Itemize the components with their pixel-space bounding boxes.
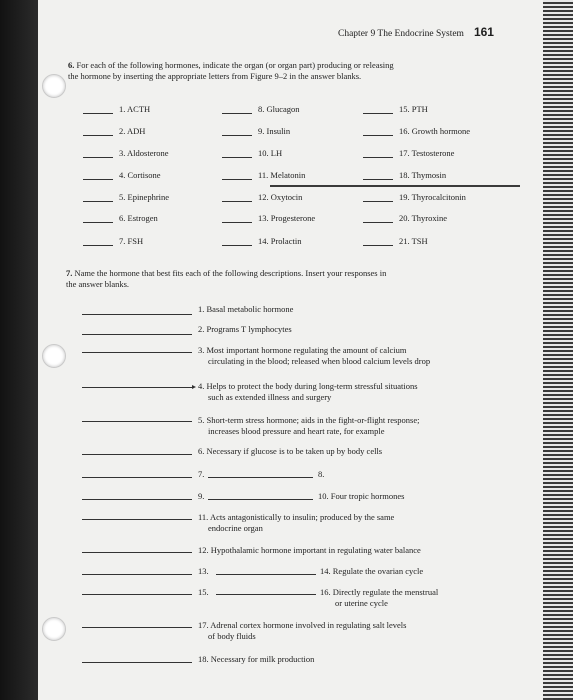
description-item: 2. Programs T lymphocytes: [198, 324, 292, 334]
description-item: 16. Directly regulate the menstrual: [320, 587, 439, 597]
hormone-item: 7. FSH: [83, 236, 143, 246]
answer-blank[interactable]: [82, 499, 192, 500]
left-binding-shadow: [0, 0, 38, 700]
hormone-item: 11. Melatonin: [222, 170, 305, 180]
answer-blank[interactable]: [363, 201, 393, 202]
answer-blank[interactable]: [83, 201, 113, 202]
answer-blank[interactable]: [222, 222, 252, 223]
answer-blank[interactable]: [82, 454, 192, 455]
hormone-item: 17. Testosterone: [363, 148, 454, 158]
workbook-page: [38, 0, 543, 700]
hormone-item: 19. Thyrocalcitonin: [363, 192, 466, 202]
hormone-item: 13. Progesterone: [222, 213, 315, 223]
answer-blank[interactable]: [83, 135, 113, 136]
hormone-item: 1. ACTH: [83, 104, 150, 114]
hormone-item: 18. Thymosin: [363, 170, 446, 180]
description-item: 11. Acts antagonistically to insulin; produced by the same: [198, 512, 395, 522]
hormone-item: 16. Growth hormone: [363, 126, 470, 136]
hormone-item: 5. Epinephrine: [83, 192, 169, 202]
description-item: 17. Adrenal cortex hormone involved in regulating salt levels: [198, 620, 407, 630]
binder-hole-icon: [42, 617, 66, 641]
answer-blank[interactable]: [82, 662, 192, 663]
description-item: 14. Regulate the ovarian cycle: [320, 566, 424, 576]
answer-blank[interactable]: [82, 334, 192, 335]
answer-blank[interactable]: [82, 387, 192, 388]
answer-blank[interactable]: [208, 477, 313, 478]
answer-blank[interactable]: [222, 201, 252, 202]
description-item: 4. Helps to protect the body during long-term stressful situations: [192, 381, 418, 391]
answer-blank[interactable]: [363, 135, 393, 136]
answer-blank[interactable]: [363, 113, 393, 114]
answer-blank[interactable]: [83, 157, 113, 158]
page-number: 161: [473, 25, 494, 39]
hormone-item: 4. Cortisone: [83, 170, 161, 180]
binder-hole-icon: [42, 74, 66, 98]
question-7-text: Name the hormone that best fits each of the following descriptions. Insert your responses in the answer blanks.: [66, 268, 387, 289]
description-item-cont: endocrine organ: [208, 523, 263, 533]
description-item: 10. Four tropic hormones: [318, 491, 405, 501]
binder-hole-icon: [42, 344, 66, 368]
question-6-number: 6.: [68, 60, 75, 70]
description-item: 13.: [198, 566, 209, 576]
description-item: 12. Hypothalamic hormone important in regulating water balance: [198, 545, 421, 555]
description-item: 8.: [318, 469, 325, 479]
answer-blank[interactable]: [82, 594, 192, 595]
description-item: 18. Necessary for milk production: [198, 654, 315, 664]
question-6-text: For each of the following hormones, indicate the organ (or organ part) producing or releasing the hormone by inserting the appropriate letters from Figure 9–2 in the answer blanks.: [68, 60, 394, 81]
description-item: 6. Necessary if glucose is to be taken up by body cells: [198, 446, 383, 456]
right-page-stack: [543, 0, 573, 700]
arrow-tick-icon: [192, 385, 196, 389]
answer-blank[interactable]: [363, 245, 393, 246]
hormone-item: 3. Aldosterone: [83, 148, 169, 158]
answer-blank[interactable]: [82, 421, 192, 422]
description-item: 3. Most important hormone regulating the amount of calcium: [198, 345, 407, 355]
answer-blank[interactable]: [83, 179, 113, 180]
description-item: 1. Basal metabolic hormone: [198, 304, 294, 314]
description-item-cont: or uterine cycle: [335, 598, 388, 608]
hormone-item: 12. Oxytocin: [222, 192, 302, 202]
answer-blank[interactable]: [222, 157, 252, 158]
question-7-number: 7.: [66, 268, 73, 278]
answer-blank[interactable]: [363, 222, 393, 223]
description-item-cont: of body fluids: [208, 631, 256, 641]
answer-blank[interactable]: [216, 574, 316, 575]
description-item: 15.: [198, 587, 209, 597]
question-7-intro: [66, 268, 396, 289]
page-header: [338, 25, 494, 39]
answer-blank[interactable]: [222, 135, 252, 136]
question-6-intro: [68, 60, 398, 81]
hormone-item: 8. Glucagon: [222, 104, 300, 114]
description-item-cont: increases blood pressure and heart rate, for example: [208, 426, 385, 436]
description-item: 5. Short-term stress hormone; aids in the fight-or-flight response;: [198, 415, 420, 425]
description-item: 7.: [198, 469, 205, 479]
answer-blank[interactable]: [363, 179, 393, 180]
hormone-item: 20. Thyroxine: [363, 213, 447, 223]
description-item-cont: such as extended illness and surgery: [208, 392, 332, 402]
hormone-item: 21. TSH: [363, 236, 428, 246]
answer-blank[interactable]: [82, 574, 192, 575]
hormone-item: 14. Prolactin: [222, 236, 301, 246]
hormone-item: 15. PTH: [363, 104, 428, 114]
answer-blank[interactable]: [83, 222, 113, 223]
description-item: 9.: [198, 491, 205, 501]
answer-blank[interactable]: [363, 157, 393, 158]
description-item-cont: circulating in the blood; released when blood calcium levels drop: [208, 356, 431, 366]
answer-blank[interactable]: [222, 179, 252, 180]
answer-blank[interactable]: [82, 314, 192, 315]
answer-blank[interactable]: [216, 594, 316, 595]
hormone-item: 9. Insulin: [222, 126, 290, 136]
answer-blank[interactable]: [82, 519, 192, 520]
answer-blank[interactable]: [82, 552, 192, 553]
hormone-item: 6. Estrogen: [83, 213, 158, 223]
divider-mark: [270, 185, 520, 187]
hormone-item: 2. ADH: [83, 126, 145, 136]
answer-blank[interactable]: [82, 627, 192, 628]
answer-blank[interactable]: [83, 245, 113, 246]
answer-blank[interactable]: [82, 477, 192, 478]
answer-blank[interactable]: [83, 113, 113, 114]
answer-blank[interactable]: [222, 113, 252, 114]
answer-blank[interactable]: [222, 245, 252, 246]
answer-blank[interactable]: [82, 352, 192, 353]
hormone-item: 10. LH: [222, 148, 282, 158]
chapter-title: Chapter 9 The Endocrine System: [338, 29, 464, 39]
answer-blank[interactable]: [208, 499, 313, 500]
